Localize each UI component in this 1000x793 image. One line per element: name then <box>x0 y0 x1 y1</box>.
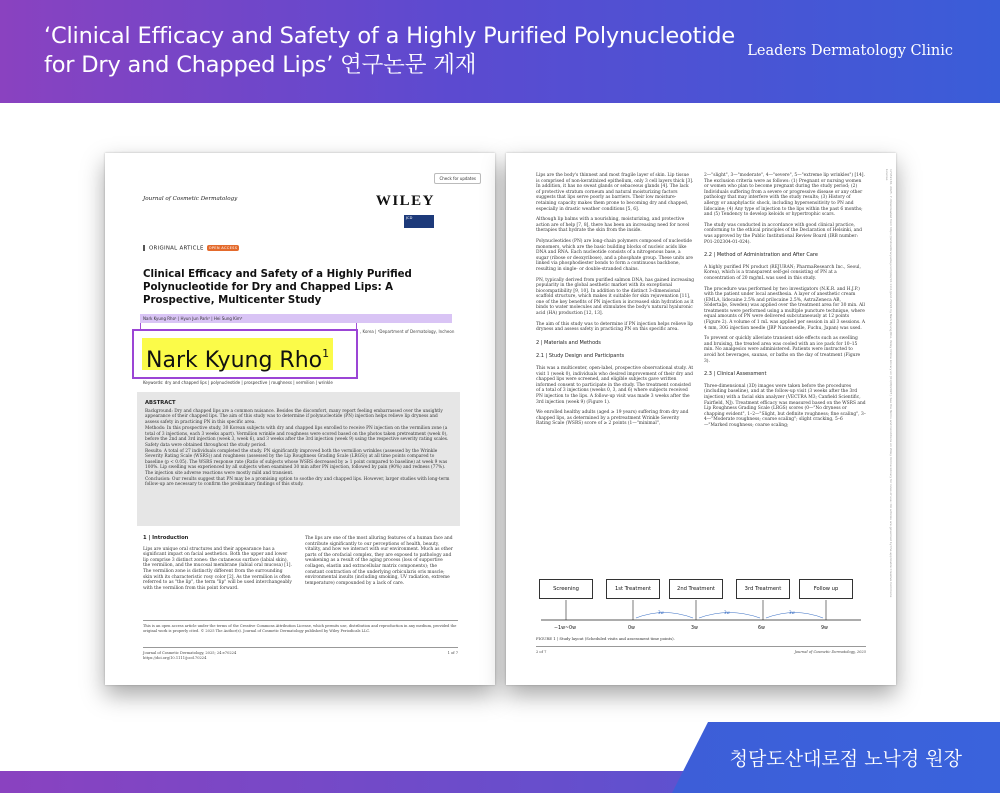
doctor-label: 청담도산대로점 노낙경 원장 <box>729 748 962 770</box>
intro-heading: 1 | Introduction <box>143 535 189 541</box>
highlighted-author-name <box>142 338 333 373</box>
flow-follow-up: Follow up <box>799 579 853 599</box>
section-heading-2: 2 | Materials and Methods <box>536 339 601 346</box>
week-label: −1w~0w <box>554 626 576 631</box>
study-layout-figure <box>536 571 866 651</box>
section-heading-2-3: 2.3 | Clinical Assessment <box>704 371 767 378</box>
interval-label: 3w <box>658 610 664 615</box>
figure-caption: FIGURE 1 | Study layout (Scheduled visits and assessment time points). <box>536 636 675 641</box>
highlighted-author-text: Nark Kyung Rho <box>146 348 323 373</box>
intro-column-right <box>305 536 455 616</box>
p2-right-p3: A highly purified PN product (REJURAN; PharmaResearch Inc., Seoul, Korea), which is a transparent self-gel consisting of PN at a concentration of 20 mg/mL was used in this study. <box>704 264 861 281</box>
article-title: Clinical Efficacy and Safety of a Highly Purified Polynucleotide for Dry and Chapped Lips: A Prospective, Multicenter Study <box>143 269 412 306</box>
highlighted-author-sup: 1 <box>322 347 330 360</box>
p2-right-p5: To prevent or quickly alleviate transient side effects such as swelling and bruising, the treated area was cooled with an ice pack for 10–15 min. No analgesics were administered. Patients were instructed to avoid hot beverages, saunas, or baths on the day of treatment (Figure 3). <box>704 336 861 364</box>
page2-number: 2 of 7 <box>536 650 547 654</box>
abstract-methods: Methods: In this prospective study, 30 Korean subjects with dry and chapped lips enrolled to receive PN injection on the vermilion zone (a total of 3 injections, each 3 weeks apart). Vermilion wrinkle and roughness were scored based on the photos taken pretreatment (week 0), before the 2nd and 3rd injection (week 3, week 6), and 3 weeks after the 3rd injection (week 9) using the respective severity rating scales. Safety data were obtained throughout the study period. <box>145 426 449 448</box>
header-title-line2: for Dry and Chapped Lips’ 연구논문 게재 <box>44 52 477 78</box>
doi-link: https://doi.org/10.1111/jocd.70224 <box>143 655 207 660</box>
article-type-label: ORIGINAL ARTICLE <box>149 245 204 252</box>
download-sidebar-text: 17452130, 2025, 7, Downloaded from https://onlinelibrary.wiley.com/doi/10.1111/jocd.70224 by Nark Kyung Rho, Wiley Online Library on [01/08/2025]. See the Terms and Conditions on Wiley Online Library for rules of use; OA articles are governed by the applicable Creative Commons License <box>885 169 893 598</box>
section-heading-2-1: 2.1 | Study Design and Participants <box>536 353 625 360</box>
paper-page-1 <box>105 153 495 685</box>
citation: Journal of Cosmetic Dermatology, 2025; 24:e70224 <box>143 651 237 655</box>
page-number: 1 of 7 <box>447 651 458 655</box>
paper-stage <box>0 103 1000 793</box>
p2-right-p6: Three-dimensional (3D) images were taken before the procedures (including baseline), and at the follow-up visit (3 weeks after the 3rd injection) with a facial skin analyzer (VECTRA M3; Canfield Scientific, Fairfield, NJ). Treatment efficacy was measured based on the WSRS and Lip Roughness Grading Scale (LRGS) scores (0—"No dryness or chapping evident", 1–2—"Slight, but definite roughness; fine scaling", 3–4—"Moderate roughness; coarse scaling"; slight cracking, 5–6—"Marked roughness; coarse scaling; <box>704 383 866 428</box>
p2-left-p3: Polynucleotides (PN) are long-chain polymers composed of nucleotide monomers, which are the basic building blocks of nucleic acids like DNA and RNA. Each nucleotide consists of a nitrogenous base, a sugar (ribose or deoxyribose), and a phosphate group. These units are linked via phosphodiester bonds to form a continuous backbone, resulting in single- or double-stranded chains. <box>536 238 693 272</box>
p2-left-p1: Lips are the body's thinnest and most fragile layer of skin. Lip tissue is comprised of non-keratinized epithelium, only 3 cell layers thick [3]. In addition, it has no sweat glands or sebaceous glands [4]. The lack of protective stratum corneum and natural moisturizing factors suggests that lips serve poorly as barriers. Their low moisture-retaining capacity makes them prone to becoming dry and chapped, especially in drastic weather conditions [5, 6]. <box>536 173 694 212</box>
week-label: 9w <box>821 626 828 631</box>
p2-left-p4: PN, typically derived from purified salmon DNA, has gained increasing popularity in the global aesthetic market with its exceptional biocompatibility [9, 10]. In addition to the distinct 3-dimensional scaffold structure, which makes it suitable for skin rejuvenation [11], one of the key benefits of PN injection is increased skin hydration as it binds to water molecules and stimulates the body's natural hyaluronic acid (HA) production [12, 13]. <box>536 277 695 317</box>
p2-right-p4: The procedure was performed by two investigators (N.K.R. and H.J.P.) with the patient under local anesthesia. A layer of anesthetic cream (EMLA, lidocaine 2.5% and prilocaine 2.5%, AstraZeneca AB, Södertalje, Sweden) was applied over the treatment area for 30 min. All treatments were performed using a multiple puncture technique, where equal amounts of PN were delivered subcutaneously at 12 points (Figure 2). A volume of 1 mL was applied per session in all 3 sessions. A 4 mm, 30G injection needle (JBP Nanoneedle, Fuchu, Japan) was used. <box>704 286 866 331</box>
page2-journal: Journal of Cosmetic Dermatology, 2025 <box>794 650 866 654</box>
abstract-background: Background: Dry and chapped lips are a common nuisance. Besides the discomfort, many report feeling embarrassed over the unsightly appearance of their chapped lips. The aim of this study was to determine if polynucleotide (PN) injection helps relieve lip dryness and assess safety in practicing PN in this specific area. <box>145 409 443 425</box>
week-label: 3w <box>691 626 698 631</box>
page2-right-column <box>704 173 866 565</box>
p2-left-p5: The aim of this study was to determine if PN injection helps relieve lip dryness and assess safety in practicing PN on this specific area. <box>536 321 694 333</box>
abstract-box <box>137 392 460 526</box>
flow-treatment-1: 1st Treatment <box>606 579 660 599</box>
week-label: 6w <box>758 626 765 631</box>
intro-right-text: The lips are one of the most alluring features of a human face and contribute significantly to our perceptions of health, beauty, vitality, and how we interact with our environment. Much as other parts of the orofacial complex, they are exposed to pathology and weakening as a result of the aging process (loss of supportive collagen, elastin and extracellular matrix components); the constant contraction of the underlying orbicularis oris muscle; environmental insults (including smoking, UV radiation, extreme temperature) compounded by a lack of care. <box>305 536 453 586</box>
clinic-brand: Leaders Dermatology Clinic <box>747 43 953 59</box>
page1-footer <box>143 647 458 660</box>
check-for-updates-badge: Check for updates <box>434 173 481 184</box>
intro-column-left <box>143 536 293 616</box>
p2-left-p2: Although lip balms with a nourishing, moisturizing, and protective action are of help [7, 8], there has been an increasing need for novel therapies that hydrate the skin from the inside. <box>536 217 690 234</box>
interval-label: 3w <box>724 610 730 615</box>
open-access-badge: OPEN ACCESS <box>208 246 238 250</box>
intro-left-text: Lips are unique oral structures and their appearance has a significant impact on facial aesthetics. Both the upper and lower lip comprise 3 distinct zones: the cutaneous surface (labial skin), the vermilion, and the mucosal membrane (labial oral mucosa) [1]. The vermilion zone is distinctly different from the surrounding skin with its characteristic rosy color [2]. As the vermilion is often referred to as "the lip", the term "lip" will be used interchangeably with the vermilion from this point forward. <box>143 546 292 591</box>
page2-left-column <box>536 173 694 565</box>
publisher-logo: WILEY <box>375 193 435 209</box>
journal-logo: JCD <box>404 215 434 228</box>
header-banner <box>0 0 1000 103</box>
license-note: This is an open access article under the terms of the Creative Commons Attribution License, which permits use, distribution and reproduction in any medium, provided the original work is properly cited. © 2025 The Author(s). Journal of Cosmetic Dermatology published by Wiley Periodicals LLC. <box>143 620 458 640</box>
keywords: Keywords: dry and chapped lips | polynucleotide | prospective | roughness | vermilion | wrinkle <box>143 380 333 385</box>
p2-right-p2: The study was conducted in accordance with good clinical practice, conforming to the ethical principles of the Declaration of Helsinki, and was approved by the Public Institutional Review Board (IRB number: P01-202304-01-024). <box>704 222 862 245</box>
p2-left-p6: This was a multicenter, open-label, prospective observational study. At visit 1 (week 0), individuals who desired improvement of their dry and chapped lips were screened, and eligible subjects gave written informed consent to participate in the study. The treatment consisted of a total of 3 injections (weeks 0, 3, and 6) where subjects received PN injection to the lips. A follow-up visit was made 3 weeks after the 3rd injection (week 9) (Figure 1). <box>536 366 694 405</box>
interval-arc <box>636 613 693 619</box>
abstract-heading: ABSTRACT <box>145 400 176 406</box>
paper-page-2 <box>506 153 896 685</box>
p2-right-p1: 2—"slight", 3—"moderate", 4—"severe", 5—"extreme lip wrinkles") [14]. The exclusion criteria were as follows: (1) Pregnant or nursing women or women who plan to become pregnant during the study period; (2) Individuals suffering from a severe or progressive disease or any other pathology that may interfere with the study results; (3) History of allergy or anaphylactic shock, including hypersensitivity to PN and lidocaine; (4) Any type of injection to the lips within the past 6 months; and (5) Tendency to develop keloids or hypertrophic scars. <box>704 173 865 218</box>
flow-treatment-3: 3rd Treatment <box>736 579 790 599</box>
flow-treatment-2: 2nd Treatment <box>669 579 723 599</box>
abstract-results: Results: A total of 27 individuals completed the study. PN significantly improved both the vermilion wrinkles (assessed by the Wrinkle Severity Rating Scale (WSRS)) and roughness (assessed by the Lip Roughness Grading Scale (LRGS)) at all time points compared to baseline (p < 0.05). The WSRS response rate (Ratio of subjects whose WSRS decreased by ≥ 1 point compared to baseline) at week 9 was 100%. Lip swelling was experienced by all subjects when examined 30 min after PN injection, followed by pain (90%) and redness (77%). The injection site adverse reactions were mostly mild and transient. <box>145 448 448 476</box>
header-title-line1: ‘Clinical Efficacy and Safety of a Highly Purified Polynucleotide <box>44 23 735 49</box>
header-title <box>44 22 735 80</box>
page2-footer <box>536 646 866 654</box>
p2-left-p7: We enrolled healthy adults (aged ≥ 19 years) suffering from dry and chapped lips, as determined by a pretreatment Wrinkle Severity Rating Scale (WSRS) score of ≥ 2 points (1—"minimal", <box>536 410 689 427</box>
abstract-conclusion: Conclusion: Our results suggest that PN may be a promising option to soothe dry and chapped lips. However, larger studies with long-term follow-up are necessary to confirm the preliminary findings of this study. <box>145 476 450 488</box>
flow-screening: Screening <box>539 579 593 599</box>
author-highlight-callout <box>132 329 358 379</box>
affiliation-fragment: , Korea | ³Department of Dermatology, Incheon <box>360 329 455 334</box>
article-type <box>143 245 239 252</box>
article-type-bar <box>143 245 145 251</box>
authors-line: Nark Kyung Rho¹ | Hyun Jun Park² | Hei Sung Kim³ <box>140 314 452 323</box>
interval-label: 3w <box>789 610 795 615</box>
week-label: 0w <box>628 626 635 631</box>
journal-name: Journal of Cosmetic Dermatology <box>143 196 238 202</box>
section-heading-2-2: 2.2 | Method of Administration and After Care <box>704 252 818 259</box>
